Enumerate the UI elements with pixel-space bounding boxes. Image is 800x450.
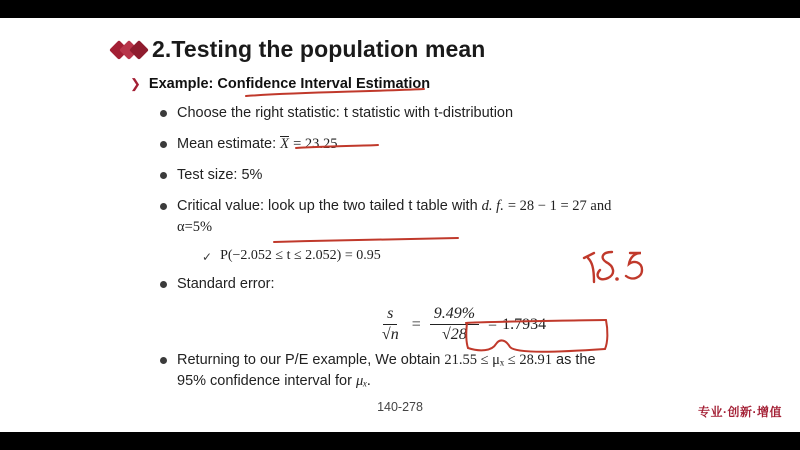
probability-statement: P(−2.052 ≤ t ≤ 2.052) = 0.95 — [220, 248, 381, 264]
fraction-numerator: s — [383, 305, 397, 325]
letterbox-top — [0, 0, 800, 18]
list-item — [160, 196, 760, 238]
mu-x-symbol: μₓ. — [355, 373, 371, 390]
bullet-dot-icon — [160, 172, 167, 179]
standard-error-equation — [160, 305, 760, 344]
fraction-numerator-value: 9.49% — [430, 305, 479, 325]
letterbox-bottom — [0, 432, 800, 450]
triangle-arrow-icon: ❯ — [130, 76, 141, 91]
diamond-bullet-icon — [112, 43, 142, 57]
conclusion-tail: as the — [556, 352, 596, 369]
fraction-s-over-sqrt-n — [378, 305, 403, 344]
fraction-value — [430, 305, 479, 344]
bullet-text-standard-error: Standard error: — [177, 276, 275, 293]
bullet-dot-icon — [160, 203, 167, 210]
bullet-dot-icon — [160, 357, 167, 364]
fraction-denominator-value: √28 — [441, 326, 467, 344]
bullet-dot-icon — [160, 141, 167, 148]
equals-sign-1: = — [411, 315, 421, 333]
confidence-interval: 21.55 ≤ μₓ ≤ 28.91 — [444, 352, 552, 369]
list-item — [160, 350, 760, 392]
fraction-denominator: √n — [381, 326, 399, 344]
equals-sign-2: = — [488, 315, 498, 333]
bullet-dot-icon — [160, 281, 167, 288]
degrees-of-freedom-value: = 28 − 1 = 27 and — [507, 198, 612, 215]
list-item — [160, 134, 760, 155]
example-heading-label: Example: Confidence Interval Estimation — [148, 76, 431, 92]
list-item — [160, 165, 760, 186]
example-heading — [130, 76, 430, 92]
probability-statement-row — [202, 248, 760, 266]
brand-logo-text: 专业·创新·增值 — [698, 405, 782, 419]
page-number: 140-278 — [377, 400, 423, 414]
conclusion-lead: Returning to our P/E example, We obtain — [177, 352, 441, 369]
list-item — [160, 274, 760, 295]
conclusion-line2: 95% confidence interval for — [177, 373, 352, 390]
mean-estimate-value: = 23.25 — [293, 136, 338, 153]
bullet-text-test-size: Test size: 5% — [177, 167, 263, 184]
page-title: 2.Testing the population mean — [152, 36, 486, 62]
degrees-of-freedom-symbol: d. f. — [481, 198, 504, 215]
bullet-text-statistic: Choose the right statistic: t statistic with t-distribution — [177, 105, 514, 121]
bullet-text-mean-estimate: Mean estimate: — [177, 136, 277, 153]
slide-canvas — [0, 18, 800, 432]
standard-error-result: 1.7934 — [502, 315, 547, 333]
bullet-text-critical-value: Critical value: look up the two tailed t table with — [177, 198, 478, 215]
bullet-dot-icon — [160, 110, 167, 117]
check-mark-icon: ✓ — [202, 250, 213, 265]
slide-title-row — [112, 36, 485, 63]
alpha-value: α=5% — [177, 219, 213, 236]
x-bar-symbol: X — [280, 136, 290, 153]
bullet-list — [160, 103, 760, 402]
list-item — [160, 103, 760, 124]
